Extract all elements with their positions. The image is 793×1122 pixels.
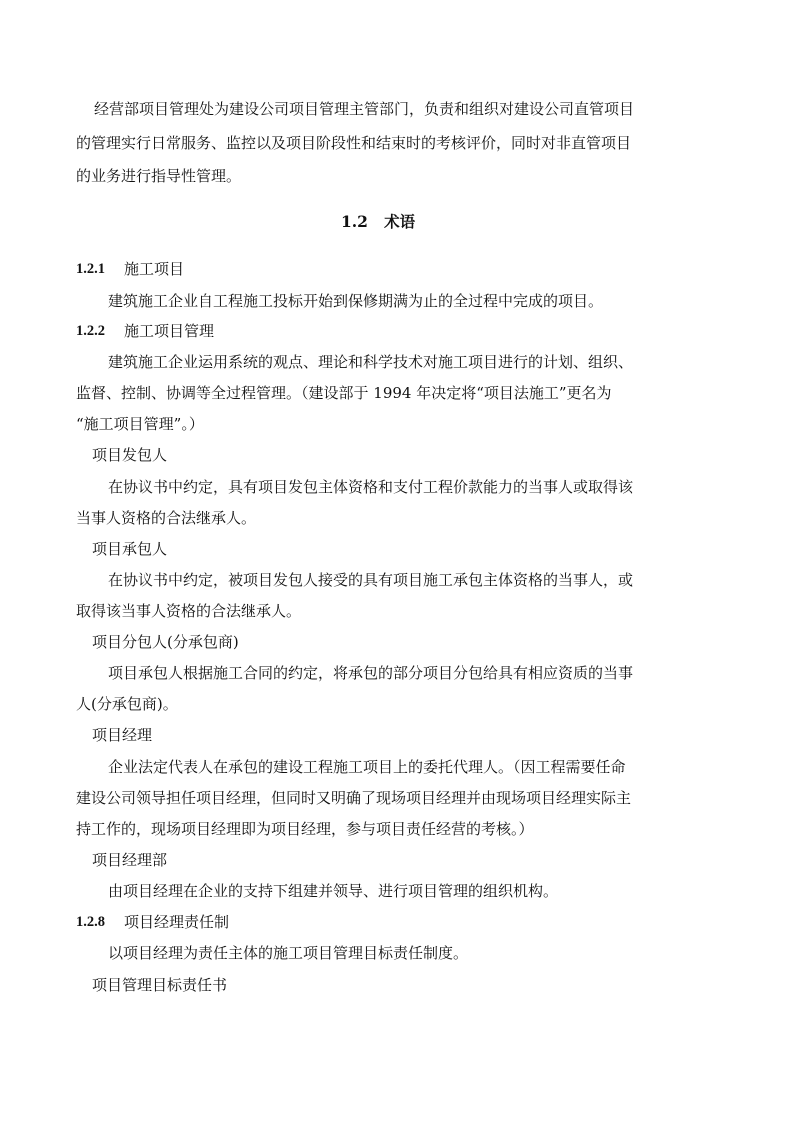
term-definition: 建筑施工企业自工程施工投标开始到保修期满为止的全过程中完成的项目。 [108, 292, 604, 310]
term-definition: 项目承包人根据施工合同的约定，将承包的部分项目分包给具有相应资质的当事 [108, 664, 634, 682]
term-definition: 持工作的，现场项目经理即为项目经理，参与项目责任经营的考核。） [76, 820, 534, 838]
term-title: 项目分包人(分承包商) [92, 633, 239, 651]
term-definition: 企业法定代表人在承包的建设工程施工项目上的委托代理人。（因工程需要任命 [108, 758, 626, 776]
term-number: 1.2.1 [76, 261, 105, 277]
section-number: 1.2 [341, 212, 368, 231]
term-definition: 建设公司领导担任项目经理，但同时又明确了现场项目经理并由现场项目经理实际主 [76, 789, 632, 807]
section-heading [341, 212, 415, 232]
section-title: 术语 [384, 212, 416, 231]
term-definition: 人(分承包商)。 [76, 695, 178, 713]
term-title: 项目管理目标责任书 [92, 976, 228, 994]
term-definition: “施工项目管理”。） [76, 415, 204, 433]
term-number: 1.2.2 [76, 323, 105, 339]
term-definition: 建筑施工企业运用系统的观点、理论和科学技术对施工项目进行的计划、组织、 [108, 353, 634, 371]
term-title: 施工项目管理 [124, 322, 215, 340]
term-definition: 以项目经理为责任主体的施工项目管理目标责任制度。 [108, 944, 469, 962]
term-title: 项目经理责任制 [124, 913, 230, 931]
term-definition: 由项目经理在企业的支持下组建并领导、进行项目管理的组织机构。 [108, 882, 559, 900]
term-definition: 当事人资格的合法继承人。 [76, 509, 257, 527]
term-number: 1.2.8 [76, 914, 105, 930]
term-definition: 在协议书中约定，被项目发包人接受的具有项目施工承包主体资格的当事人，或 [108, 571, 634, 589]
term-title: 施工项目 [124, 260, 185, 278]
intro-line: 的业务进行指导性管理。 [76, 167, 242, 185]
intro-line: 经营部项目管理处为建设公司项目管理主管部门，负责和组织对建设公司直管项目 [94, 100, 635, 118]
term-title: 项目经理部 [92, 851, 168, 869]
term-title: 项目经理 [92, 726, 153, 744]
term-title: 项目发包人 [92, 446, 168, 464]
intro-line: 的管理实行日常服务、监控以及项目阶段性和结束时的考核评价，同时对非直管项目 [76, 134, 632, 152]
term-definition: 取得该当事人资格的合法继承人。 [76, 602, 302, 620]
term-title: 项目承包人 [92, 540, 168, 558]
term-definition: 在协议书中约定，具有项目发包主体资格和支付工程价款能力的当事人或取得该 [108, 478, 634, 496]
term-definition: 监督、控制、协调等全过程管理。（建设部于 1994 年决定将“项目法施工”更名为 [76, 384, 612, 402]
